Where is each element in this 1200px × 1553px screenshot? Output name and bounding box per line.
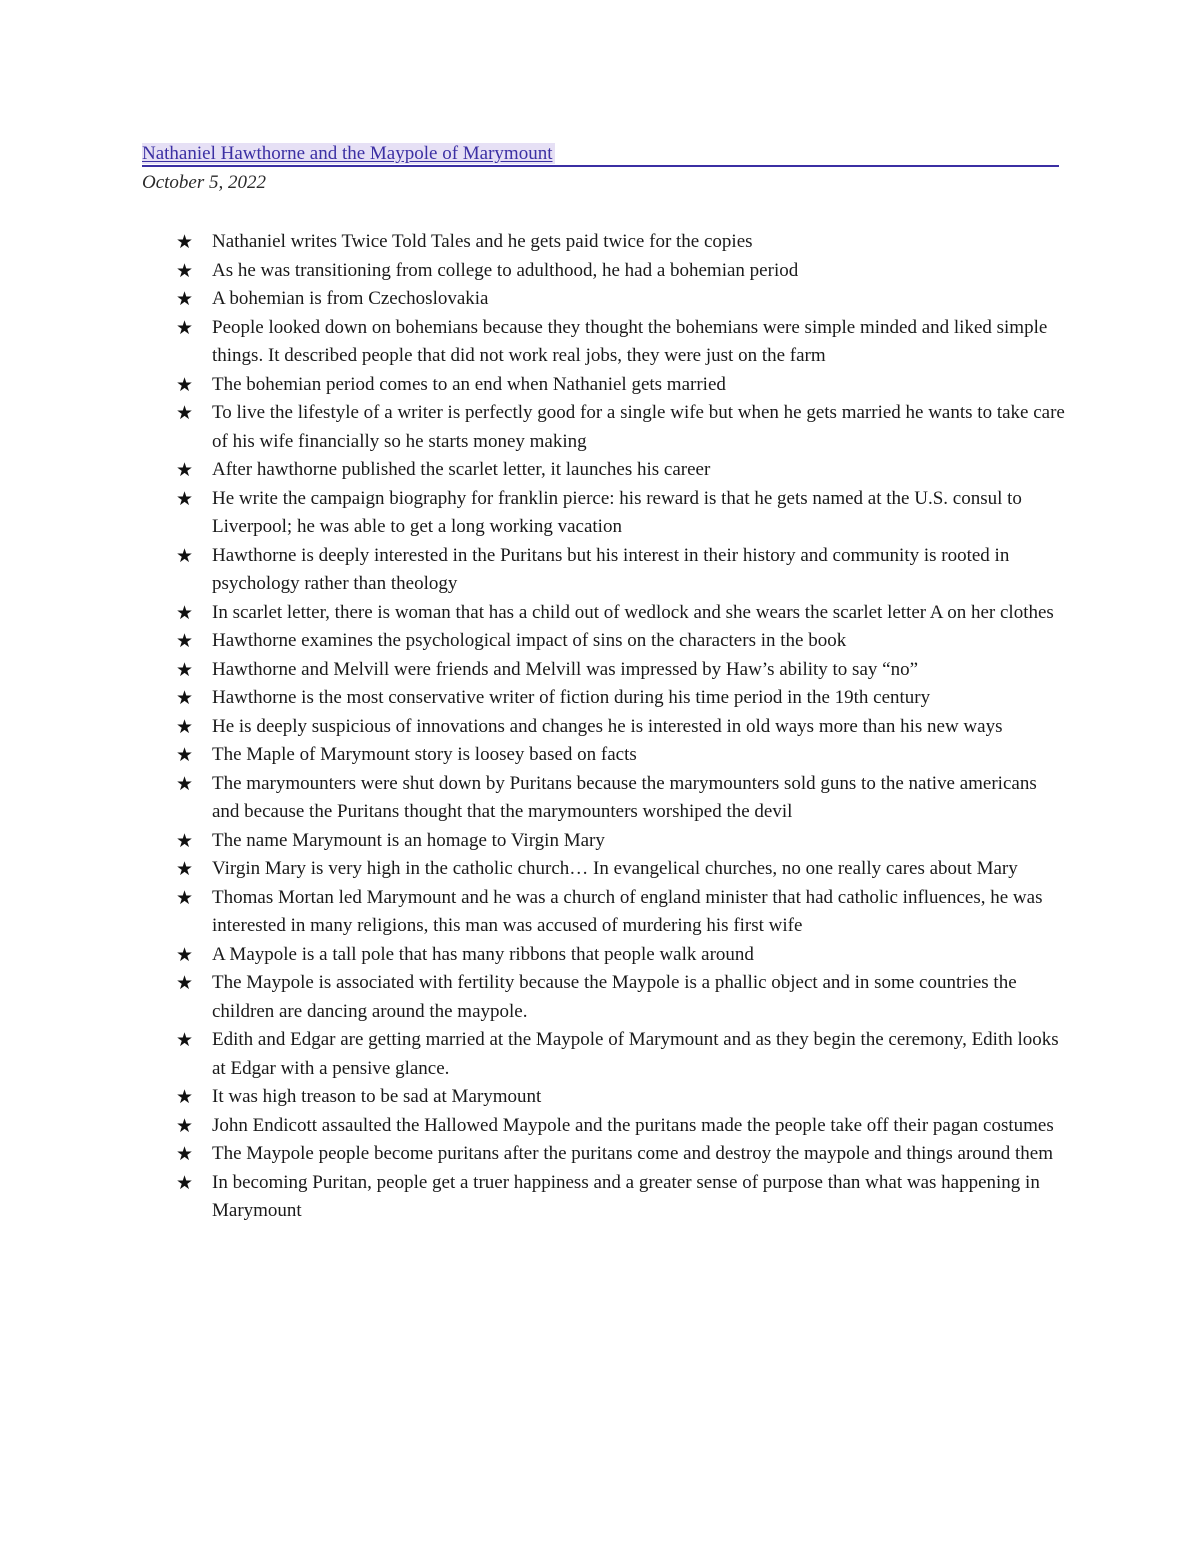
list-item	[176, 656, 1066, 685]
list-item-text: Hawthorne is the most conservative writer of fiction during his time period in the 19th century	[212, 687, 931, 708]
star-bullet-icon: ★	[176, 886, 194, 909]
star-bullet-icon: ★	[176, 858, 194, 880]
list-item	[176, 485, 1066, 542]
list-item	[176, 969, 1066, 1026]
list-item-text: The Maypole is associated with fertility because the Maypole is a phallic object and in some countries the children are dancing around the maypole.	[212, 972, 1017, 1022]
list-item	[176, 1083, 1066, 1112]
list-item-text: Hawthorne examines the psychological impact of sins on the characters in the book	[212, 630, 847, 651]
list-item-text: Thomas Mortan led Marymount and he was a church of england minister that had catholic influences, he was interested in many religions, this man was accused of murdering his first wife	[212, 886, 1043, 936]
list-item-text: Virgin Mary is very high in the catholic church… In evangelical churches, no one really cares about Mary	[212, 858, 1018, 879]
list-item	[176, 399, 1066, 456]
list-item-text: He is deeply suspicious of innovations and changes he is interested in old ways more than his new ways	[212, 715, 1003, 737]
list-item-text: Edith and Edgar are getting married at the Maypole of Marymount and as they begin the ceremony, Edith looks at Edgar with a pensive glance.	[212, 1029, 1059, 1079]
list-item	[176, 456, 1066, 485]
list-item-text: Hawthorne is deeply interested in the Puritans but his interest in their history and community is rooted in psychology rather than theology	[212, 544, 1010, 594]
star-bullet-icon: ★	[176, 373, 194, 396]
star-bullet-icon: ★	[176, 601, 194, 624]
star-bullet-icon: ★	[176, 1086, 194, 1108]
document-date: October 5, 2022	[142, 172, 267, 193]
star-bullet-icon: ★	[176, 544, 194, 567]
star-bullet-icon: ★	[176, 259, 194, 282]
list-item-text: In scarlet letter, there is woman that has a child out of wedlock and she wears the scarlet letter A on her clothes	[212, 601, 1054, 623]
list-item	[176, 285, 1066, 314]
list-item-text: The marymounters were shut down by Puritans because the marymounters sold guns to the native americans and because the Puritans thought that the marymounters worshiped the devil	[212, 772, 1037, 822]
star-bullet-icon: ★	[176, 715, 194, 738]
list-item	[176, 1140, 1066, 1169]
list-item-text: A bohemian is from Czechoslovakia	[212, 288, 489, 309]
list-item-text: To live the lifestyle of a writer is perfectly good for a single wife but when he gets married he wants to take care of his wife financially so he starts money making	[212, 402, 1065, 452]
star-bullet-icon: ★	[176, 402, 194, 424]
list-item-text: The Maple of Marymount story is loosey based on facts	[212, 744, 637, 765]
list-item-text: It was high treason to be sad at Marymount	[212, 1086, 542, 1107]
list-item	[176, 741, 1066, 770]
list-item	[176, 1169, 1066, 1226]
document-title: Nathaniel Hawthorne and the Maypole of Marymount	[142, 143, 553, 164]
star-bullet-icon: ★	[176, 459, 194, 481]
star-bullet-icon: ★	[176, 943, 194, 966]
star-bullet-icon: ★	[176, 687, 194, 709]
star-bullet-icon: ★	[176, 1029, 194, 1051]
star-bullet-icon: ★	[176, 231, 194, 253]
list-item	[176, 1112, 1066, 1141]
list-item	[176, 855, 1066, 884]
star-bullet-icon: ★	[176, 1114, 194, 1137]
star-bullet-icon: ★	[176, 658, 194, 681]
list-item	[176, 228, 1066, 257]
list-item	[176, 1026, 1066, 1083]
list-item-text: The bohemian period comes to an end when Nathaniel gets married	[212, 373, 726, 395]
list-item	[176, 371, 1066, 400]
star-bullet-icon: ★	[176, 288, 194, 310]
list-item	[176, 684, 1066, 713]
list-item-text: John Endicott assaulted the Hallowed Maypole and the puritans made the people take off their pagan costumes	[212, 1114, 1054, 1136]
list-item	[176, 713, 1066, 742]
list-item	[176, 542, 1066, 599]
list-item	[176, 257, 1066, 286]
list-item	[176, 314, 1066, 371]
star-bullet-icon: ★	[176, 972, 194, 994]
star-bullet-icon: ★	[176, 1143, 194, 1165]
title-row	[142, 143, 1059, 167]
list-item-text: The name Marymount is an homage to Virgin Mary	[212, 829, 605, 851]
list-item	[176, 599, 1066, 628]
list-item	[176, 941, 1066, 970]
star-bullet-icon: ★	[176, 630, 194, 652]
list-item-text: In becoming Puritan, people get a truer happiness and a greater sense of purpose than what was happening in Marymount	[212, 1171, 1040, 1221]
list-item-text: A Maypole is a tall pole that has many ribbons that people walk around	[212, 943, 754, 965]
list-item	[176, 770, 1066, 827]
star-bullet-icon: ★	[176, 487, 194, 510]
notes-list	[176, 228, 1066, 1226]
star-bullet-icon: ★	[176, 744, 194, 766]
list-item-text: As he was transitioning from college to adulthood, he had a bohemian period	[212, 259, 799, 281]
list-item-text: He write the campaign biography for franklin pierce: his reward is that he gets named at the U.S. consul to Liverpool; he was able to get a long working vacation	[212, 487, 1022, 537]
list-item	[176, 827, 1066, 856]
star-bullet-icon: ★	[176, 316, 194, 339]
list-item-text: After hawthorne published the scarlet letter, it launches his career	[212, 459, 711, 480]
list-item-text: Nathaniel writes Twice Told Tales and he gets paid twice for the copies	[212, 231, 753, 252]
list-item-text: People looked down on bohemians because they thought the bohemians were simple minded and liked simple things. It described people that did not work real jobs, they were just on the farm	[212, 316, 1048, 366]
star-bullet-icon: ★	[176, 772, 194, 795]
list-item-text: The Maypole people become puritans after the puritans come and destroy the maypole and things around them	[212, 1143, 1054, 1164]
list-item	[176, 627, 1066, 656]
list-item-text: Hawthorne and Melvill were friends and Melvill was impressed by Haw’s ability to say “no”	[212, 658, 918, 680]
star-bullet-icon: ★	[176, 1171, 194, 1194]
star-bullet-icon: ★	[176, 829, 194, 852]
list-item	[176, 884, 1066, 941]
